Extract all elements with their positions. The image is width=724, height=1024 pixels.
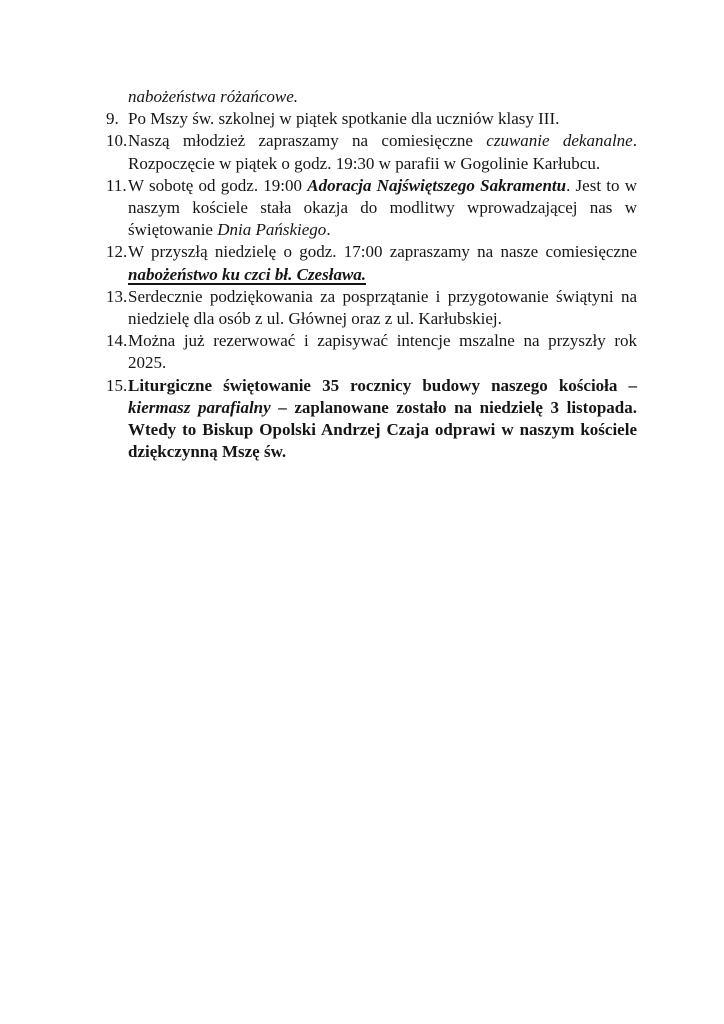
text-segment: nabożeństwa różańcowe. [128,87,298,106]
list-item [106,375,637,464]
text-segment: Serdecznie podziękowania za posprzątanie i przygotowanie świątyni na niedzielę dla osób z ul. Głównej oraz z ul. Karłubskiej. [128,286,637,329]
list-item-text [128,287,637,328]
list-item-number: 14. [106,331,128,351]
list-item-number: 15. [106,375,128,395]
text-segment: Można już rezerwować i zapisywać intencje mszalne na przyszły rok 2025. [128,331,637,373]
list-item [106,130,637,174]
list-item-number: 11. [106,175,127,195]
list-item-number: 9. [106,109,119,129]
text-segment: W sobotę od godz. 19:00 [128,175,308,195]
text-segment: . [326,220,331,240]
paragraph-continuation [128,86,637,108]
list-item-number: 12. [106,242,128,262]
list-item-text [128,131,637,172]
text-segment: kiermasz parafialny [128,397,271,417]
text-segment: Dnia Pańskiego [217,220,327,240]
list-item-text [128,109,559,128]
text-segment: . Jest to w naszym kościele stała okazja do modlitwy wprowadzającej nas w świętowanie [128,175,637,240]
text-segment: . Rozpoczęcie w piątek o godz. 19:30 w parafii w Gogolinie Karłubcu. [128,131,637,173]
text-segment: – zaplanowane zostało na niedzielę 3 listopada. Wtedy to Biskup Opolski Andrzej Czaja odprawi w naszym kościele dziękczynną Mszę św. [128,397,637,462]
list-item-text [128,331,637,372]
list-item-text [128,176,637,239]
list-item-number: 10. [106,131,128,151]
text-segment: Po Mszy św. szkolnej w piątek spotkanie dla uczniów klasy III. [128,109,560,129]
text-segment: Naszą młodzież zapraszamy na comiesięczne [128,131,487,151]
list-item-number: 13. [106,286,128,306]
text-segment: Liturgiczne świętowanie 35 rocznicy budowy naszego kościoła – [128,375,637,395]
announcement-list [106,86,637,463]
list-item [106,286,637,330]
list-item [106,108,637,130]
list-item [106,330,637,374]
list-item [106,175,637,242]
list-item-text [128,242,637,283]
text-segment: czuwanie dekanalne [486,131,633,151]
text-segment: nabożeństwo ku czci bł. Czesława. [128,264,367,284]
text-segment: W przyszłą niedzielę o godz. 17:00 zapraszamy na nasze comiesięczne [128,242,637,262]
list-item-text [128,376,637,462]
text-segment: Adoracja Najświętszego Sakramentu [307,175,567,195]
list-item [106,241,637,285]
